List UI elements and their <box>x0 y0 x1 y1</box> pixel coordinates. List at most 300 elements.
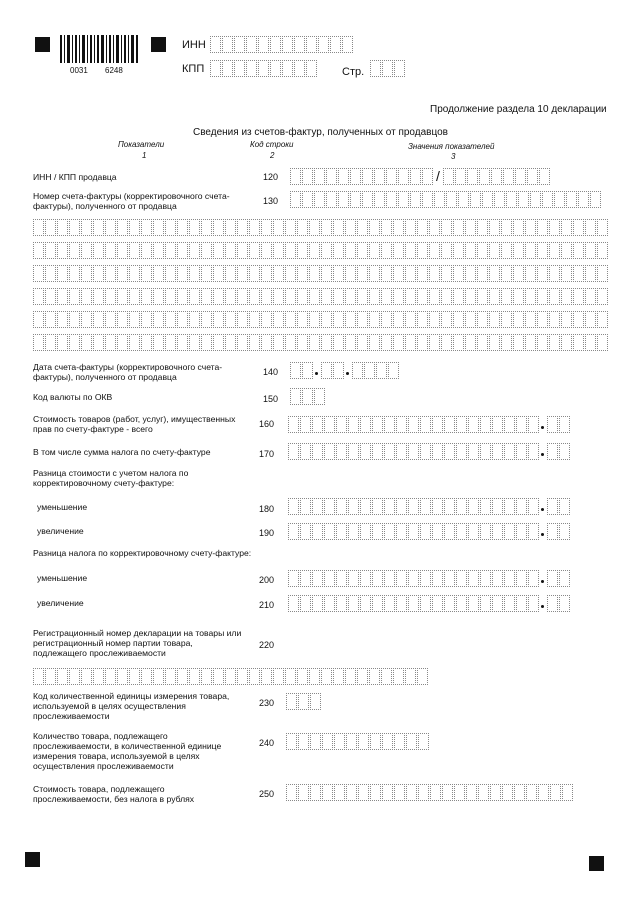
input-cell[interactable] <box>417 219 428 236</box>
input-cell[interactable] <box>406 733 417 750</box>
input-cell[interactable] <box>381 219 392 236</box>
input-cell[interactable] <box>237 334 248 351</box>
input-cell[interactable] <box>129 311 140 328</box>
input-cell[interactable] <box>358 784 369 801</box>
input-cell[interactable] <box>362 168 373 185</box>
input-cell[interactable] <box>444 443 455 460</box>
input-cell[interactable] <box>432 416 443 433</box>
input-cell[interactable] <box>237 265 248 282</box>
input-cell[interactable] <box>504 570 515 587</box>
input-cell[interactable] <box>93 668 104 685</box>
input-cell[interactable] <box>290 388 301 405</box>
input-cell[interactable] <box>129 242 140 259</box>
input-cell[interactable] <box>482 191 493 208</box>
input-cell[interactable] <box>420 416 431 433</box>
input-cell[interactable] <box>537 219 548 236</box>
input-cell[interactable] <box>525 311 536 328</box>
input-cell[interactable] <box>527 168 538 185</box>
input-cell[interactable] <box>326 168 337 185</box>
input-cell[interactable] <box>384 443 395 460</box>
input-cell[interactable] <box>561 219 572 236</box>
input-cell[interactable] <box>309 668 320 685</box>
input-cell[interactable] <box>549 265 560 282</box>
input-cell[interactable] <box>492 416 503 433</box>
input-cell[interactable] <box>561 265 572 282</box>
seller-inn-kpp-field[interactable] <box>290 168 551 185</box>
input-cell[interactable] <box>466 784 477 801</box>
input-cell[interactable] <box>408 498 419 515</box>
input-cell[interactable] <box>516 498 527 515</box>
input-cell[interactable] <box>384 498 395 515</box>
input-cell[interactable] <box>350 168 361 185</box>
input-cell[interactable] <box>306 36 317 53</box>
input-cell[interactable] <box>153 242 164 259</box>
input-cell[interactable] <box>597 265 608 282</box>
input-cell[interactable] <box>117 311 128 328</box>
input-cell[interactable] <box>513 311 524 328</box>
input-cell[interactable] <box>300 595 311 612</box>
input-cell[interactable] <box>442 784 453 801</box>
input-cell[interactable] <box>309 311 320 328</box>
input-cell[interactable] <box>429 242 440 259</box>
input-cell[interactable] <box>310 693 321 710</box>
input-cell[interactable] <box>165 288 176 305</box>
input-cell[interactable] <box>453 288 464 305</box>
input-cell[interactable] <box>234 36 245 53</box>
input-cell[interactable] <box>547 523 558 540</box>
input-cell[interactable] <box>384 416 395 433</box>
input-cell[interactable] <box>81 668 92 685</box>
input-cell[interactable] <box>537 288 548 305</box>
input-cell[interactable] <box>189 265 200 282</box>
input-cell[interactable] <box>201 288 212 305</box>
input-cell[interactable] <box>467 168 478 185</box>
input-cell[interactable] <box>93 334 104 351</box>
input-cell[interactable] <box>429 265 440 282</box>
input-cell[interactable] <box>300 570 311 587</box>
input-cell[interactable] <box>489 242 500 259</box>
input-cell[interactable] <box>57 334 68 351</box>
input-cell[interactable] <box>477 311 488 328</box>
input-cell[interactable] <box>573 288 584 305</box>
input-cell[interactable] <box>539 168 550 185</box>
input-cell[interactable] <box>237 311 248 328</box>
input-cell[interactable] <box>213 668 224 685</box>
input-cell[interactable] <box>454 784 465 801</box>
input-cell[interactable] <box>298 693 309 710</box>
input-cell[interactable] <box>165 219 176 236</box>
input-cell[interactable] <box>550 784 561 801</box>
input-cell[interactable] <box>300 523 311 540</box>
input-cell[interactable] <box>312 416 323 433</box>
input-cell[interactable] <box>477 242 488 259</box>
input-cell[interactable] <box>492 595 503 612</box>
input-cell[interactable] <box>249 242 260 259</box>
input-cell[interactable] <box>294 36 305 53</box>
input-cell[interactable] <box>213 265 224 282</box>
input-cell[interactable] <box>504 443 515 460</box>
input-cell[interactable] <box>348 416 359 433</box>
input-cell[interactable] <box>369 334 380 351</box>
input-cell[interactable] <box>297 219 308 236</box>
input-cell[interactable] <box>297 265 308 282</box>
input-cell[interactable] <box>210 60 221 77</box>
input-cell[interactable] <box>273 219 284 236</box>
input-cell[interactable] <box>370 60 381 77</box>
input-cell[interactable] <box>321 334 332 351</box>
input-cell[interactable] <box>513 242 524 259</box>
input-cell[interactable] <box>189 242 200 259</box>
input-cell[interactable] <box>105 334 116 351</box>
input-cell[interactable] <box>516 570 527 587</box>
input-cell[interactable] <box>528 416 539 433</box>
input-cell[interactable] <box>348 595 359 612</box>
input-cell[interactable] <box>249 668 260 685</box>
input-cell[interactable] <box>408 416 419 433</box>
input-cell[interactable] <box>417 668 428 685</box>
input-cell[interactable] <box>45 288 56 305</box>
input-cell[interactable] <box>177 334 188 351</box>
input-cell[interactable] <box>213 288 224 305</box>
input-cell[interactable] <box>321 362 332 379</box>
input-cell[interactable] <box>561 288 572 305</box>
input-cell[interactable] <box>456 570 467 587</box>
input-cell[interactable] <box>93 242 104 259</box>
input-cell[interactable] <box>288 443 299 460</box>
input-cell[interactable] <box>490 784 501 801</box>
input-cell[interactable] <box>384 523 395 540</box>
input-cell[interactable] <box>374 191 385 208</box>
input-cell[interactable] <box>393 334 404 351</box>
input-cell[interactable] <box>189 311 200 328</box>
input-cell[interactable] <box>261 334 272 351</box>
input-cell[interactable] <box>309 242 320 259</box>
input-cell[interactable] <box>516 595 527 612</box>
input-cell[interactable] <box>477 334 488 351</box>
input-cell[interactable] <box>189 668 200 685</box>
input-cell[interactable] <box>477 288 488 305</box>
input-cell[interactable] <box>357 242 368 259</box>
input-cell[interactable] <box>310 733 321 750</box>
input-cell[interactable] <box>285 242 296 259</box>
input-cell[interactable] <box>290 362 301 379</box>
traceable-cost-field[interactable] <box>286 784 574 801</box>
input-cell[interactable] <box>81 242 92 259</box>
input-cell[interactable] <box>273 668 284 685</box>
input-cell[interactable] <box>370 784 381 801</box>
input-cell[interactable] <box>492 498 503 515</box>
input-cell[interactable] <box>342 36 353 53</box>
input-cell[interactable] <box>93 265 104 282</box>
input-cell[interactable] <box>406 784 417 801</box>
input-cell[interactable] <box>288 498 299 515</box>
input-cell[interactable] <box>237 668 248 685</box>
input-cell[interactable] <box>117 288 128 305</box>
input-cell[interactable] <box>201 265 212 282</box>
input-cell[interactable] <box>306 60 317 77</box>
input-cell[interactable] <box>559 595 570 612</box>
input-cell[interactable] <box>453 242 464 259</box>
input-cell[interactable] <box>417 334 428 351</box>
input-cell[interactable] <box>393 288 404 305</box>
input-cell[interactable] <box>360 523 371 540</box>
input-cell[interactable] <box>346 733 357 750</box>
input-cell[interactable] <box>420 595 431 612</box>
input-cell[interactable] <box>396 523 407 540</box>
input-cell[interactable] <box>501 288 512 305</box>
input-cell[interactable] <box>394 60 405 77</box>
input-cell[interactable] <box>418 784 429 801</box>
input-cell[interactable] <box>528 523 539 540</box>
input-cell[interactable] <box>453 219 464 236</box>
input-cell[interactable] <box>333 668 344 685</box>
input-cell[interactable] <box>549 334 560 351</box>
input-cell[interactable] <box>309 334 320 351</box>
input-cell[interactable] <box>372 443 383 460</box>
input-cell[interactable] <box>309 265 320 282</box>
input-cell[interactable] <box>346 784 357 801</box>
input-cell[interactable] <box>324 416 335 433</box>
input-cell[interactable] <box>336 416 347 433</box>
tax-increase-field[interactable] <box>288 595 571 612</box>
input-cell[interactable] <box>318 36 329 53</box>
input-cell[interactable] <box>441 219 452 236</box>
input-cell[interactable] <box>478 784 489 801</box>
input-cell[interactable] <box>177 242 188 259</box>
input-cell[interactable] <box>528 595 539 612</box>
input-cell[interactable] <box>408 595 419 612</box>
input-cell[interactable] <box>382 733 393 750</box>
invoice-date-field[interactable] <box>290 362 400 379</box>
input-cell[interactable] <box>504 595 515 612</box>
input-cell[interactable] <box>261 288 272 305</box>
input-cell[interactable] <box>285 288 296 305</box>
input-cell[interactable] <box>273 334 284 351</box>
input-cell[interactable] <box>165 265 176 282</box>
input-cell[interactable] <box>201 311 212 328</box>
input-cell[interactable] <box>393 242 404 259</box>
input-cell[interactable] <box>338 191 349 208</box>
input-cell[interactable] <box>513 334 524 351</box>
input-cell[interactable] <box>432 443 443 460</box>
input-cell[interactable] <box>513 265 524 282</box>
input-cell[interactable] <box>537 311 548 328</box>
input-cell[interactable] <box>360 416 371 433</box>
input-cell[interactable] <box>518 191 529 208</box>
input-cell[interactable] <box>408 523 419 540</box>
input-cell[interactable] <box>468 443 479 460</box>
input-cell[interactable] <box>314 388 325 405</box>
input-cell[interactable] <box>491 168 502 185</box>
input-cell[interactable] <box>444 416 455 433</box>
input-cell[interactable] <box>297 242 308 259</box>
input-cell[interactable] <box>386 191 397 208</box>
input-cell[interactable] <box>420 498 431 515</box>
invoice-number-field-line-7[interactable] <box>33 334 609 351</box>
invoice-number-field-line-5[interactable] <box>33 288 609 305</box>
input-cell[interactable] <box>465 288 476 305</box>
input-cell[interactable] <box>93 288 104 305</box>
input-cell[interactable] <box>57 668 68 685</box>
input-cell[interactable] <box>468 595 479 612</box>
input-cell[interactable] <box>396 443 407 460</box>
input-cell[interactable] <box>261 668 272 685</box>
input-cell[interactable] <box>350 191 361 208</box>
input-cell[interactable] <box>213 311 224 328</box>
input-cell[interactable] <box>348 498 359 515</box>
input-cell[interactable] <box>357 311 368 328</box>
input-cell[interactable] <box>489 219 500 236</box>
input-cell[interactable] <box>420 570 431 587</box>
input-cell[interactable] <box>465 219 476 236</box>
input-cell[interactable] <box>525 334 536 351</box>
input-cell[interactable] <box>33 242 44 259</box>
input-cell[interactable] <box>432 570 443 587</box>
input-cell[interactable] <box>189 334 200 351</box>
input-cell[interactable] <box>417 265 428 282</box>
input-cell[interactable] <box>141 311 152 328</box>
input-cell[interactable] <box>314 168 325 185</box>
input-cell[interactable] <box>405 219 416 236</box>
input-cell[interactable] <box>345 668 356 685</box>
input-cell[interactable] <box>432 498 443 515</box>
input-cell[interactable] <box>441 288 452 305</box>
input-cell[interactable] <box>321 668 332 685</box>
input-cell[interactable] <box>213 334 224 351</box>
input-cell[interactable] <box>357 334 368 351</box>
input-cell[interactable] <box>516 416 527 433</box>
input-cell[interactable] <box>374 168 385 185</box>
input-cell[interactable] <box>282 36 293 53</box>
input-cell[interactable] <box>312 570 323 587</box>
input-cell[interactable] <box>45 219 56 236</box>
input-cell[interactable] <box>225 242 236 259</box>
input-cell[interactable] <box>405 311 416 328</box>
input-cell[interactable] <box>69 288 80 305</box>
input-cell[interactable] <box>322 733 333 750</box>
input-cell[interactable] <box>513 288 524 305</box>
input-cell[interactable] <box>489 311 500 328</box>
input-cell[interactable] <box>396 498 407 515</box>
input-cell[interactable] <box>453 311 464 328</box>
input-cell[interactable] <box>573 311 584 328</box>
input-cell[interactable] <box>237 219 248 236</box>
input-cell[interactable] <box>456 523 467 540</box>
input-cell[interactable] <box>417 311 428 328</box>
input-cell[interactable] <box>477 265 488 282</box>
input-cell[interactable] <box>153 288 164 305</box>
input-cell[interactable] <box>117 334 128 351</box>
input-cell[interactable] <box>597 242 608 259</box>
input-cell[interactable] <box>45 265 56 282</box>
input-cell[interactable] <box>393 668 404 685</box>
input-cell[interactable] <box>297 668 308 685</box>
input-cell[interactable] <box>405 668 416 685</box>
input-cell[interactable] <box>417 288 428 305</box>
input-cell[interactable] <box>525 288 536 305</box>
input-cell[interactable] <box>549 288 560 305</box>
input-cell[interactable] <box>369 265 380 282</box>
input-cell[interactable] <box>345 242 356 259</box>
input-cell[interactable] <box>93 219 104 236</box>
input-cell[interactable] <box>261 242 272 259</box>
input-cell[interactable] <box>309 288 320 305</box>
input-cell[interactable] <box>538 784 549 801</box>
input-cell[interactable] <box>382 60 393 77</box>
input-cell[interactable] <box>358 733 369 750</box>
input-cell[interactable] <box>273 242 284 259</box>
input-cell[interactable] <box>453 265 464 282</box>
input-cell[interactable] <box>57 219 68 236</box>
input-cell[interactable] <box>338 168 349 185</box>
input-cell[interactable] <box>336 595 347 612</box>
input-cell[interactable] <box>345 288 356 305</box>
input-cell[interactable] <box>573 265 584 282</box>
input-cell[interactable] <box>105 288 116 305</box>
input-cell[interactable] <box>69 219 80 236</box>
input-cell[interactable] <box>456 416 467 433</box>
input-cell[interactable] <box>492 443 503 460</box>
input-cell[interactable] <box>81 265 92 282</box>
total-cost-field[interactable] <box>288 416 571 433</box>
input-cell[interactable] <box>405 334 416 351</box>
input-cell[interactable] <box>285 219 296 236</box>
input-cell[interactable] <box>117 219 128 236</box>
input-cell[interactable] <box>153 219 164 236</box>
input-cell[interactable] <box>394 784 405 801</box>
input-cell[interactable] <box>321 219 332 236</box>
input-cell[interactable] <box>381 265 392 282</box>
input-cell[interactable] <box>444 595 455 612</box>
input-cell[interactable] <box>237 242 248 259</box>
input-cell[interactable] <box>502 784 513 801</box>
input-cell[interactable] <box>326 191 337 208</box>
input-cell[interactable] <box>372 523 383 540</box>
input-cell[interactable] <box>408 570 419 587</box>
input-cell[interactable] <box>333 311 344 328</box>
input-cell[interactable] <box>465 265 476 282</box>
input-cell[interactable] <box>492 523 503 540</box>
input-cell[interactable] <box>321 288 332 305</box>
input-cell[interactable] <box>165 242 176 259</box>
input-cell[interactable] <box>547 416 558 433</box>
cost-decrease-field[interactable] <box>288 498 571 515</box>
input-cell[interactable] <box>362 191 373 208</box>
input-cell[interactable] <box>513 219 524 236</box>
input-cell[interactable] <box>364 362 375 379</box>
input-cell[interactable] <box>288 523 299 540</box>
input-cell[interactable] <box>477 219 488 236</box>
input-cell[interactable] <box>372 498 383 515</box>
input-cell[interactable] <box>528 443 539 460</box>
input-cell[interactable] <box>468 570 479 587</box>
input-cell[interactable] <box>333 288 344 305</box>
input-cell[interactable] <box>246 60 257 77</box>
input-cell[interactable] <box>559 443 570 460</box>
input-cell[interactable] <box>384 595 395 612</box>
input-cell[interactable] <box>225 219 236 236</box>
input-cell[interactable] <box>429 288 440 305</box>
input-cell[interactable] <box>312 523 323 540</box>
input-cell[interactable] <box>381 311 392 328</box>
input-cell[interactable] <box>334 784 345 801</box>
input-cell[interactable] <box>177 311 188 328</box>
input-cell[interactable] <box>249 219 260 236</box>
input-cell[interactable] <box>360 443 371 460</box>
input-cell[interactable] <box>441 242 452 259</box>
inn-field[interactable] <box>210 36 354 53</box>
input-cell[interactable] <box>494 191 505 208</box>
